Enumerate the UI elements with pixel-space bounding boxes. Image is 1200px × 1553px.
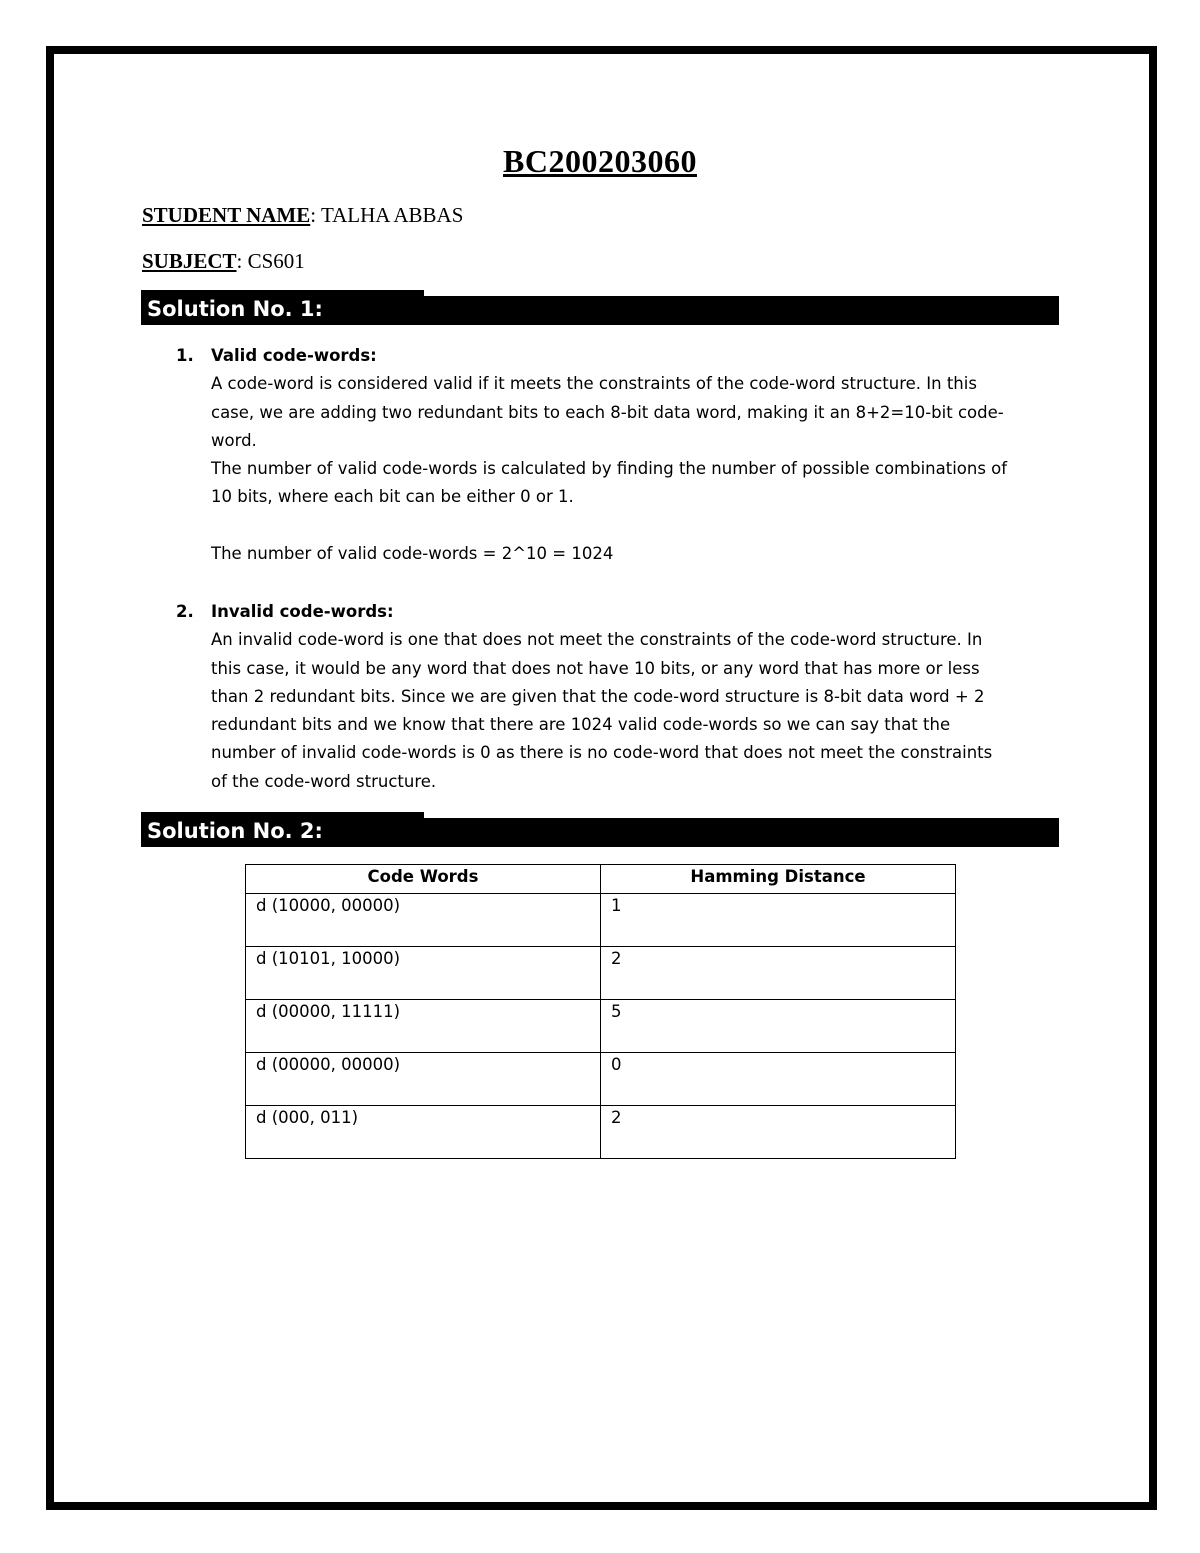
document-title: BC200203060 [503,143,697,179]
list-item-body [211,370,1061,568]
hamming-distance-cell: 1 [601,894,956,947]
subject-colon: : [236,249,248,273]
paragraph-line: number of invalid code-words is 0 as there is no code-word that does not meet the constraints [211,743,993,763]
code-words-cell: d (000, 011) [246,1106,601,1159]
list-item-body [211,626,1061,796]
student-name-value: TALHA ABBAS [320,203,464,227]
solution-1-heading: Solution No. 1: [147,297,323,321]
table-header-row [246,865,956,894]
heading-rule [424,296,1059,325]
student-name-colon: : [310,203,321,227]
table-row [246,947,956,1000]
paragraph-line: of the code-word structure. [211,771,437,791]
blank-line [211,512,1061,540]
table-row [246,1053,956,1106]
list-item-title: Valid code-words: [211,346,377,365]
paragraph-line: 10 bits, where each bit can be either 0 or 1. [211,487,574,507]
solution-2-heading: Solution No. 2: [147,819,323,843]
subject-value: CS601 [247,249,305,273]
paragraph-line: word. [211,430,257,450]
code-words-cell: d (00000, 00000) [246,1053,601,1106]
paragraph-line: The number of valid code-words = 2^10 = 1024 [211,544,614,564]
paragraph-line: A code-word is considered valid if it meets the constraints of the code-word structure. In this [211,374,977,394]
paragraph-line: An invalid code-word is one that does not meet the constraints of the code-word structure. In [211,630,983,650]
paragraph-line: this case, it would be any word that does not have 10 bits, or any word that has more or less [211,658,980,678]
paragraph-line: The number of valid code-words is calculated by finding the number of possible combinations of [211,459,1008,479]
list-number: 1. [176,346,194,365]
table-row [246,1106,956,1159]
code-words-cell: d (00000, 11111) [246,1000,601,1053]
code-words-cell: d (10101, 10000) [246,947,601,1000]
student-name-line [142,203,463,228]
list-item-title: Invalid code-words: [211,602,394,621]
heading-rule [424,818,1059,847]
hamming-distance-cell: 5 [601,1000,956,1053]
solution-2-heading-bar [141,818,1059,847]
student-name-label: STUDENT NAME [142,203,311,227]
subject-label: SUBJECT [142,249,237,273]
paragraph-line: case, we are adding two redundant bits to each 8-bit data word, making it an 8+2=10-bit code- [211,402,1004,422]
subject-line [142,249,305,274]
hamming-distance-cell: 0 [601,1053,956,1106]
column-header-code-words: Code Words [246,865,601,894]
hamming-distance-cell: 2 [601,947,956,1000]
list-number: 2. [176,602,194,621]
hamming-distance-cell: 2 [601,1106,956,1159]
column-header-hamming-distance: Hamming Distance [601,865,956,894]
paragraph-line: than 2 redundant bits. Since we are given that the code-word structure is 8-bit data word + 2 [211,686,985,706]
paragraph-line: redundant bits and we know that there are 1024 valid code-words so we can say that the [211,715,951,735]
solution-1-heading-bar [141,296,1059,325]
hamming-distance-table [245,864,956,1159]
table-row [246,894,956,947]
table-row [246,1000,956,1053]
code-words-cell: d (10000, 00000) [246,894,601,947]
